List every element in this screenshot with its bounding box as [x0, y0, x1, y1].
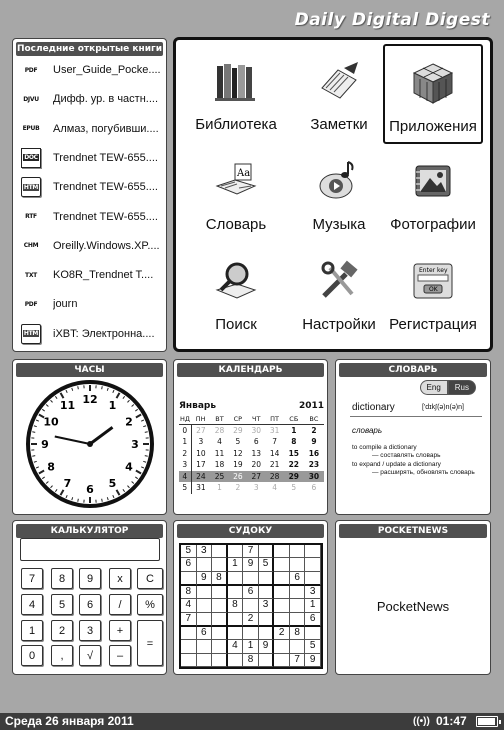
file-format-label: TXT [25, 271, 37, 279]
sudoku-cell[interactable] [274, 640, 290, 653]
clock-number: 4 [125, 460, 133, 474]
calendar-day[interactable]: 16 [308, 448, 320, 458]
calculator-key[interactable]: % [137, 594, 163, 615]
clock-tick [78, 499, 79, 502]
menu-item-registration-key[interactable] [383, 244, 483, 344]
dictionary-meaning: словарь [352, 426, 383, 435]
pocketnews-title: POCKETNEWS [339, 524, 487, 538]
registration-key-icon [410, 258, 456, 304]
sudoku-cell[interactable]: 5 [259, 558, 275, 571]
clock-title: ЧАСЫ [16, 363, 163, 377]
clock-number: 10 [43, 415, 59, 429]
calendar-weekday: ПТ [265, 413, 283, 425]
recent-book-item[interactable] [21, 88, 163, 110]
calendar-day[interactable]: 4 [217, 437, 222, 447]
clock-number: 7 [63, 476, 72, 490]
recent-book-item[interactable] [21, 206, 163, 228]
calendar-weekday: ЧТ [247, 413, 265, 425]
calendar-day[interactable]: 12 [233, 448, 243, 458]
dictionary-example-2-translation: — расширять, обновлять словарь [372, 469, 475, 476]
recent-book-title: Trendnet TEW-655.... [53, 181, 158, 194]
apps-cube-icon [410, 60, 456, 106]
calendar-day[interactable]: 2 [311, 426, 317, 435]
clock-tick [145, 432, 148, 433]
calendar-day[interactable]: 10 [196, 448, 206, 458]
calendar-grid [179, 413, 324, 494]
recent-book-item[interactable] [21, 323, 163, 345]
recent-books-title: Последние открытые книги [16, 44, 163, 54]
sudoku-cell[interactable] [212, 545, 228, 558]
sudoku-cell[interactable] [259, 627, 275, 640]
file-format-label: PDF [24, 66, 38, 74]
sudoku-cell[interactable] [274, 599, 290, 612]
file-format-icon [21, 148, 41, 168]
sudoku-cell[interactable] [212, 613, 228, 627]
file-format-icon [21, 236, 41, 256]
sudoku-cell[interactable] [290, 613, 306, 627]
status-bar [0, 713, 504, 730]
clock-number: 12 [82, 393, 98, 406]
sudoku-cell[interactable] [212, 586, 228, 599]
calendar-day[interactable]: 13 [251, 448, 261, 458]
clock-number: 8 [47, 460, 55, 474]
menu-item-label: Библиотека [195, 116, 277, 133]
sudoku-cell[interactable]: 4 [228, 640, 244, 653]
pocketnews-widget[interactable] [335, 520, 491, 675]
calendar-weekday: СР [229, 413, 247, 425]
calendar-day[interactable]: 21 [269, 460, 280, 470]
calendar-weekday: ВТ [210, 413, 228, 425]
clock-tick [78, 386, 79, 389]
recent-book-title: Дифф. ур. в частн.... [53, 93, 158, 106]
sudoku-title: СУДОКУ [177, 524, 324, 538]
file-format-label: RTF [25, 213, 37, 220]
sudoku-cell[interactable] [181, 654, 197, 667]
sudoku-cell[interactable]: 8 [290, 627, 306, 640]
recent-book-title: User_Guide_Pocke.... [53, 64, 161, 76]
clock-number: 1 [108, 399, 117, 413]
calendar-day[interactable]: 9 [311, 437, 317, 447]
calendar-weekday: ВС [304, 413, 324, 425]
calendar-year: 2011 [298, 401, 324, 411]
recent-book-item[interactable] [21, 59, 163, 81]
calendar-day[interactable]: 31 [269, 426, 280, 435]
sudoku-cell[interactable] [259, 654, 275, 667]
calendar-day[interactable]: 5 [235, 437, 241, 447]
sudoku-cell[interactable] [228, 613, 244, 627]
main-menu [173, 37, 493, 352]
calendar-day[interactable]: 1 [291, 426, 297, 435]
clock-center [87, 441, 93, 447]
calculator-key[interactable]: 0 [21, 645, 43, 666]
calendar-day[interactable]: 31 [196, 483, 206, 493]
calculator-key[interactable]: + [109, 620, 131, 641]
menu-item-dictionary-book[interactable] [186, 144, 286, 244]
recent-book-item[interactable] [21, 147, 163, 169]
calendar-day[interactable]: 5 [291, 483, 297, 493]
calendar-day[interactable]: 20 [251, 460, 261, 470]
sudoku-cell[interactable]: 8 [228, 599, 244, 612]
calculator-key[interactable]: 9 [79, 568, 101, 589]
sudoku-cell[interactable]: 2 [243, 613, 259, 627]
sudoku-cell[interactable] [274, 558, 290, 571]
clock-tick [32, 432, 35, 433]
calendar-weekday: ПН [191, 413, 210, 425]
file-format-label: PDF [24, 300, 38, 308]
battery-icon [476, 716, 498, 727]
sudoku-cell[interactable] [259, 586, 275, 599]
music-player-icon [316, 158, 362, 204]
notes-icon [316, 58, 362, 104]
calculator-key[interactable]: 2 [51, 620, 73, 641]
recent-book-title: iXBT: Электронна.... [53, 327, 155, 340]
sudoku-cell[interactable] [305, 545, 321, 558]
file-format-icon [21, 60, 41, 80]
sudoku-cell[interactable] [197, 640, 213, 653]
file-format-icon [21, 294, 41, 314]
sudoku-cell[interactable]: 9 [243, 558, 259, 571]
sudoku-cell[interactable] [212, 627, 228, 640]
dictionary-word: dictionary [352, 402, 395, 413]
calendar-day[interactable]: 18 [214, 460, 225, 470]
sudoku-cell[interactable] [181, 640, 197, 653]
sudoku-cell[interactable]: 6 [290, 572, 306, 586]
calendar-month: Январь [179, 401, 217, 411]
pocketnews-text: PocketNews [376, 599, 450, 614]
clock-number: 9 [41, 438, 49, 451]
recent-book-item[interactable] [21, 235, 163, 257]
svg-text:Enter key: Enter key [419, 267, 448, 274]
menu-item-label: Фотографии [390, 216, 476, 233]
sudoku-cell[interactable] [181, 627, 197, 640]
calculator-key[interactable]: – [109, 645, 131, 666]
sudoku-cell[interactable] [259, 572, 275, 586]
calculator-key[interactable]: 5 [51, 594, 73, 615]
calculator-display [20, 538, 160, 561]
recent-book-title: KO8R_Trendnet T.... [53, 269, 154, 282]
sudoku-cell[interactable] [228, 545, 244, 558]
dictionary-example-1: to compile a dictionary [352, 444, 417, 451]
dictionary-book-icon [213, 158, 259, 204]
sudoku-cell[interactable]: 3 [259, 599, 275, 612]
clock-number: 5 [108, 476, 117, 490]
calendar-week-number: 5 [179, 482, 191, 494]
sudoku-cell[interactable]: 5 [305, 640, 321, 653]
sudoku-cell[interactable] [197, 558, 213, 571]
recent-book-title: journ [53, 298, 78, 311]
calendar-day[interactable]: 30 [251, 426, 261, 435]
calendar-day[interactable]: 7 [272, 437, 277, 447]
calendar-day[interactable]: 6 [311, 483, 317, 493]
calendar-day[interactable]: 3 [198, 437, 204, 447]
file-format-label: DJVU [23, 95, 39, 103]
books-icon [213, 58, 259, 104]
sudoku-cell[interactable]: 8 [212, 572, 228, 586]
dictionary-example-1-translation: — составлять словарь [372, 452, 441, 459]
file-format-icon [21, 207, 41, 227]
language-switch[interactable] [420, 380, 476, 395]
calendar-title: КАЛЕНДАРЬ [177, 363, 324, 377]
file-format-icon [21, 177, 41, 197]
sudoku-cell[interactable] [305, 627, 321, 640]
calendar-day[interactable]: 17 [196, 460, 206, 470]
sudoku-cell[interactable] [212, 599, 228, 612]
calendar-day[interactable]: 8 [291, 437, 297, 447]
calculator-key[interactable]: C [137, 568, 163, 589]
clock-widget[interactable] [12, 359, 167, 515]
sudoku-cell[interactable]: 9 [197, 572, 213, 586]
calendar-day[interactable]: 3 [253, 483, 259, 493]
calculator-key[interactable]: / [109, 594, 131, 615]
lang-eng[interactable]: Eng [420, 380, 448, 395]
sudoku-cell[interactable]: 3 [197, 545, 213, 558]
sudoku-cell[interactable] [197, 586, 213, 599]
calendar-week-number: 0 [179, 425, 191, 437]
clock-face [13, 377, 167, 515]
menu-item-notes[interactable] [289, 44, 389, 144]
sudoku-cell[interactable] [243, 572, 259, 586]
menu-item-label: Приложения [389, 118, 477, 135]
file-format-label: HTM [23, 330, 39, 338]
calendar-day[interactable]: 27 [247, 471, 265, 483]
file-format-icon [21, 324, 41, 344]
menu-item-apps-cube[interactable] [383, 44, 483, 144]
file-format-label: EPUB [22, 125, 40, 133]
sudoku-cell[interactable] [305, 558, 321, 571]
file-format-icon [21, 89, 41, 109]
calendar-day[interactable]: 28 [265, 471, 283, 483]
sudoku-cell[interactable] [228, 586, 244, 599]
file-format-label: HTM [23, 183, 39, 191]
sudoku-cell[interactable] [228, 627, 244, 640]
calculator-key[interactable]: , [51, 645, 73, 666]
clock-number: 11 [59, 399, 76, 413]
sudoku-cell[interactable]: 6 [243, 586, 259, 599]
recent-book-item[interactable] [21, 118, 163, 140]
menu-item-books[interactable] [186, 44, 286, 144]
calendar-day[interactable]: 29 [284, 471, 304, 483]
sudoku-cell[interactable]: 7 [181, 613, 197, 627]
sudoku-cell[interactable] [290, 586, 306, 599]
recent-book-item[interactable] [21, 264, 163, 286]
wifi-icon: ((•)) [413, 716, 430, 727]
calculator-key[interactable]: 8 [51, 568, 73, 589]
sudoku-cell[interactable]: 9 [305, 654, 321, 667]
menu-item-label: Поиск [215, 316, 257, 333]
sudoku-cell[interactable] [197, 599, 213, 612]
sudoku-cell[interactable] [290, 558, 306, 571]
sudoku-cell[interactable] [290, 640, 306, 653]
recent-book-title: Trendnet TEW-655.... [53, 210, 158, 223]
sudoku-cell[interactable] [181, 572, 197, 586]
calendar-week-number: 2 [179, 448, 191, 460]
settings-tools-icon [316, 258, 362, 304]
sudoku-cell[interactable] [274, 586, 290, 599]
sudoku-cell[interactable] [259, 613, 275, 627]
sudoku-cell[interactable]: 7 [243, 545, 259, 558]
dictionary-widget[interactable] [335, 359, 491, 515]
menu-item-photo-film[interactable] [383, 144, 483, 244]
sudoku-cell[interactable]: 3 [305, 586, 321, 599]
watermark-title: Daily Digital Digest [294, 10, 490, 30]
divider [350, 416, 482, 417]
sudoku-cell[interactable]: 8 [243, 654, 259, 667]
calculator-title: КАЛЬКУЛЯТОР [16, 524, 163, 538]
sudoku-cell[interactable]: 7 [290, 654, 306, 667]
sudoku-cell[interactable]: 6 [305, 613, 321, 627]
recent-book-item[interactable] [21, 176, 163, 198]
calculator-widget[interactable] [12, 520, 167, 675]
sudoku-cell[interactable] [212, 558, 228, 571]
clock-tick [32, 456, 35, 457]
calendar-day[interactable]: 22 [288, 460, 300, 470]
calculator-key[interactable]: = [137, 620, 163, 666]
dictionary-transcription: ['dɪk∫(ə)n(ə)n] [422, 404, 464, 411]
recent-book-title: Алмаз, погубивши.... [53, 122, 159, 135]
sudoku-cell[interactable] [212, 654, 228, 667]
calculator-key[interactable]: 7 [21, 568, 43, 589]
sudoku-cell[interactable]: 8 [181, 586, 197, 599]
calendar-day[interactable]: 1 [217, 483, 222, 493]
sudoku-cell[interactable] [305, 572, 321, 586]
file-format-icon [21, 119, 41, 139]
calendar-day[interactable]: 15 [288, 448, 300, 458]
dictionary-example-2: to expand / update a dictionary [352, 461, 441, 468]
file-format-icon [21, 265, 41, 285]
photo-film-icon [410, 158, 456, 204]
sudoku-cell[interactable]: 2 [274, 627, 290, 640]
menu-item-label: Словарь [205, 216, 267, 233]
clock-tick [102, 386, 103, 389]
sudoku-cell[interactable] [290, 545, 306, 558]
calculator-key[interactable]: x [109, 568, 131, 589]
sudoku-cell[interactable]: 6 [197, 627, 213, 640]
calendar-weekday: СБ [284, 413, 304, 425]
calendar-week-number: 1 [179, 436, 191, 448]
calendar-day[interactable]: 28 [214, 426, 225, 435]
sudoku-cell[interactable] [274, 545, 290, 558]
sudoku-cell[interactable]: 1 [243, 640, 259, 653]
calendar-day[interactable]: 27 [196, 426, 206, 435]
calendar-day[interactable]: 2 [235, 483, 241, 493]
sudoku-cell[interactable] [259, 545, 275, 558]
menu-item-label: Музыка [312, 216, 366, 233]
calculator-key[interactable]: 3 [79, 620, 101, 641]
svg-text:Aa: Aa [237, 168, 251, 179]
sudoku-cell[interactable] [243, 599, 259, 612]
calculator-key[interactable]: 6 [79, 594, 101, 615]
calendar-day[interactable]: 19 [233, 460, 243, 470]
calendar-week-number: 3 [179, 459, 191, 471]
menu-item-search-magnifier[interactable] [186, 244, 286, 344]
dictionary-title: СЛОВАРЬ [339, 363, 487, 377]
clock-number: 2 [125, 415, 133, 429]
recent-book-title: Oreilly.Windows.XP.... [53, 239, 160, 252]
sudoku-cell[interactable] [228, 572, 244, 586]
calendar-day[interactable]: 29 [233, 426, 243, 435]
calendar-day[interactable]: 11 [214, 448, 225, 458]
sudoku-grid[interactable] [179, 543, 323, 669]
sudoku-cell[interactable] [243, 627, 259, 640]
sudoku-cell[interactable] [290, 599, 306, 612]
calendar-day[interactable]: 14 [269, 448, 280, 458]
search-magnifier-icon [213, 258, 259, 304]
sudoku-cell[interactable] [228, 654, 244, 667]
clock-number: 6 [86, 483, 94, 496]
sudoku-cell[interactable] [212, 640, 228, 653]
status-date: Среда 26 января 2011 [5, 714, 134, 728]
file-format-label: DOC [24, 154, 38, 162]
calendar-day[interactable]: 23 [308, 460, 320, 470]
calendar-day[interactable]: 4 [272, 483, 277, 493]
recent-book-item[interactable] [21, 293, 163, 315]
sudoku-cell[interactable] [274, 654, 290, 667]
calendar-week-number: 4 [179, 471, 191, 483]
sudoku-cell[interactable]: 5 [181, 545, 197, 558]
sudoku-cell[interactable]: 1 [305, 599, 321, 612]
sudoku-cell[interactable] [274, 613, 290, 627]
sudoku-cell[interactable]: 1 [228, 558, 244, 571]
calendar-day[interactable]: 26 [229, 471, 247, 483]
sudoku-widget[interactable] [173, 520, 328, 675]
recent-books-panel [12, 38, 167, 352]
clock-number: 3 [131, 438, 139, 451]
menu-item-label: Заметки [310, 116, 368, 133]
sudoku-cell[interactable]: 6 [181, 558, 197, 571]
menu-item-label: Регистрация [389, 316, 477, 333]
calendar-day[interactable]: 25 [210, 471, 228, 483]
menu-item-label: Настройки [302, 316, 376, 333]
calculator-key[interactable]: 1 [21, 620, 43, 641]
calendar-day[interactable]: 6 [253, 437, 259, 447]
lang-rus[interactable]: Rus [448, 380, 476, 395]
calculator-key[interactable]: 4 [21, 594, 43, 615]
calendar-weekday: НД [180, 414, 190, 423]
svg-text:OK: OK [429, 286, 438, 293]
sudoku-cell[interactable] [197, 613, 213, 627]
sudoku-cell[interactable] [197, 654, 213, 667]
clock-tick [145, 456, 148, 457]
calculator-key[interactable]: √ [79, 645, 101, 666]
sudoku-cell[interactable] [274, 572, 290, 586]
calendar-day[interactable]: 30 [304, 471, 324, 483]
clock-tick [102, 499, 103, 502]
calendar-day[interactable]: 24 [191, 471, 210, 483]
status-time: 01:47 [436, 714, 467, 728]
file-format-label: CHM [23, 242, 39, 250]
recent-book-title: Trendnet TEW-655.... [53, 151, 158, 164]
sudoku-cell[interactable]: 9 [259, 640, 275, 653]
calendar-widget[interactable] [173, 359, 328, 515]
sudoku-cell[interactable]: 4 [181, 599, 197, 612]
